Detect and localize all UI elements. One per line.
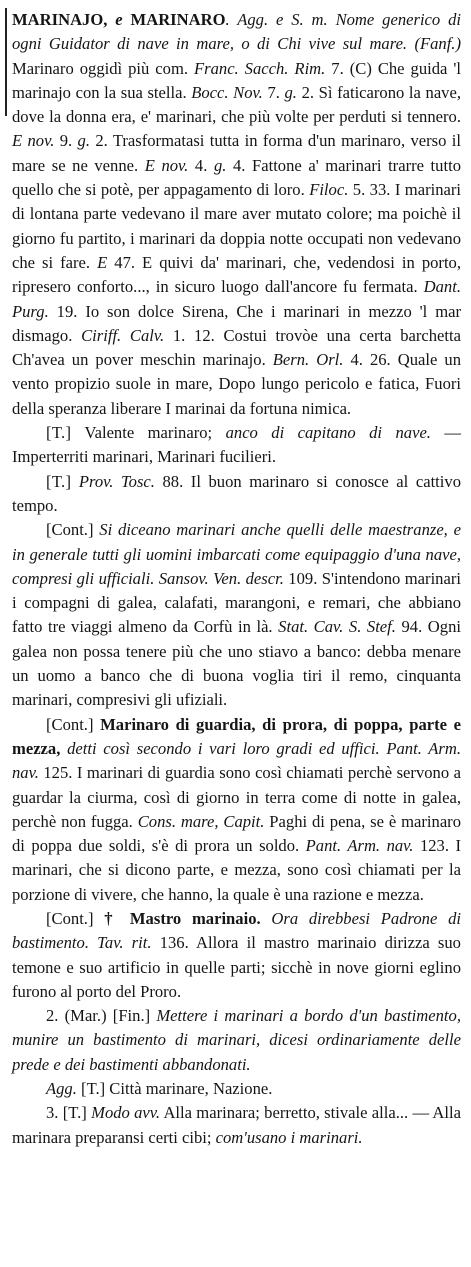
text-run: Paghi di pena, se è marinaro di poppa due soldi, s'è di prora un soldo. — [12, 811, 462, 856]
text-run: 136. Allora il mastro marinaio dirizza suo temone e suo artificio in quelle parti; sicchè in nove giorni eglino furono al porto del Proro. — [12, 933, 461, 1001]
headword-conjunction: e — [115, 10, 123, 29]
source-tag: [T.] — [46, 471, 72, 491]
text-run: 2. Sì faticarono la nave, dove la donna era, e' marinari, che più volte per perduti si tennero. — [12, 82, 461, 127]
text-run: 1. 12. Costui trovòe una certa barchetta Ch'avea un pover meschin marinajo. — [12, 325, 461, 370]
source-tag: [T.] — [46, 423, 72, 443]
gloss: Modo avv. — [86, 1103, 161, 1123]
citation: Ciriff. Calv. — [81, 325, 165, 345]
text-run: 125. I marinari di guardia sono così chiamati perchè servono a guardar la ciurma, così di giorno in terra come di notte in galea, perchè non fugga. — [12, 763, 461, 831]
sense-paragraph — [12, 421, 461, 470]
citation: Bern. Orl. — [272, 350, 344, 370]
text-run: 4. Fattone a' marinari trarre tutto quello che si potè, per appagamento di loro. — [12, 155, 461, 200]
headword-variant: MARINARO — [122, 10, 226, 29]
citation: Pant. Arm. nav. — [12, 738, 461, 783]
entry-main-paragraph — [12, 8, 461, 421]
citation: Prov. Tosc. — [71, 471, 155, 491]
abbreviation: Agg. — [46, 1079, 77, 1099]
citation: g. — [213, 155, 227, 175]
sense-number: 3. [T.] — [46, 1103, 87, 1123]
text-run: Alla marinara; berretto, stivale alla... — Alla marinara preparansi certi cibi; — [12, 1103, 461, 1147]
gloss: Mettere i marinari a bordo d'un bastimento, munire un bastimento di marinari, dicesi ordinariamente delle prede e dei bastimenti abbandonati. — [12, 1006, 461, 1074]
text-run: Valente marinaro; — [71, 423, 226, 443]
citation: Cons. mare, Capit. — [137, 811, 265, 831]
text-run: Marinaro oggidì più com. — [12, 58, 194, 78]
gloss: com'usano i marinari. — [215, 1127, 363, 1147]
grammar-definition: . Agg. e S. m. Nome generico di ogni Guidator di nave in mare, o di Chi vive sul mare. (Fanf.) — [12, 10, 461, 54]
citation: E nov. — [144, 155, 189, 175]
text-run: 123. I marinari, che si dicono parte, e mezza, sono così chiamati per la porzione di vivere, che hanno, la quale è una razione e mezza. — [12, 836, 461, 904]
sub-headword: † Mastro marinaio. — [93, 908, 261, 928]
citation: g. — [284, 82, 297, 102]
text-run: 4. 26. Quale un vento propizio suole in mare, Dopo lungo pericolo e fatica, Fuori della speranza liberare I marinai da fortuna nimica. — [12, 350, 461, 418]
text-run: 109. S'intendono marinari i compagni di galea, calafati, marangoni, e remari, che abbiano fatto tre viaggi almeno da Corfù in là. — [12, 568, 461, 637]
citation: g. — [77, 131, 90, 151]
text-run: 88. Il buon marinaro si conosce al cattivo tempo. — [12, 471, 461, 515]
citation: Tav. rit. — [88, 933, 152, 953]
text-run: — Imperterriti marinari, Marinari fucilieri. — [12, 423, 461, 467]
citation: E nov. — [12, 131, 55, 151]
text-run: 9. — [54, 131, 78, 151]
sense-paragraph — [12, 1101, 461, 1150]
citation: Franc. Sacch. Rim. — [194, 58, 326, 78]
text-run: 7. — [262, 82, 285, 102]
headword: MARINAJO, — [12, 10, 116, 29]
sense-paragraph — [12, 470, 461, 519]
gloss: Ora direbbesi Padrone di bastimento. — [12, 908, 461, 953]
source-tag: [Cont.] — [46, 908, 94, 928]
text-run: 7. (C) Che guida 'l marinajo con la sua stella. — [12, 58, 461, 102]
text-run: 19. Io son dolce Sirena, Che i marinari in mezzo 'l mar dismago. — [12, 301, 461, 345]
text-run: 47. E quivi da' marinari, che, vedendosi in porto, ripresero conforto..., in sicuro luogo dall'ancore fu fermata. — [12, 252, 461, 297]
source-tag: [Cont.] — [46, 520, 94, 540]
sense-number: 2. (Mar.) [Fin.] — [46, 1006, 151, 1026]
gloss: Si diceano marinari anche quelli delle maestranze, e in generale tutti gli uomini imbarcati come equipaggio d'una nave, compresi gli ufficiali. — [12, 520, 461, 588]
citation: Bocc. Nov. — [191, 82, 263, 102]
citation: Sansov. Ven. descr. — [154, 568, 284, 588]
sense-paragraph — [12, 518, 461, 712]
text-run: 2. Trasformatasi tutta in forma d'un marinaro, verso il mare se ne venne. — [12, 131, 461, 175]
sense-paragraph — [12, 713, 461, 907]
gloss: anco di capitano di nave. — [225, 423, 431, 443]
entry-margin-bar — [5, 8, 7, 116]
text-run: 4. — [188, 155, 214, 175]
source-tag: [Cont.] — [46, 714, 94, 734]
text-run: 94. Ogni galea non possa tenere più che uno stiavo a banco: debba menare un uomo a banco che di buona voglia tiri il remo, cinquanta marinari, compresivi gli ufiziali. — [12, 617, 461, 710]
citation: Dant. Purg. — [12, 277, 461, 321]
sense-paragraph — [12, 1077, 461, 1101]
citation: E — [97, 252, 108, 272]
citation: Stat. Cav. S. Stef. — [278, 617, 396, 637]
citation: Pant. Arm. nav. — [305, 836, 414, 856]
text-run: 5. 33. I marinari di lontana parte vedevano il mare aver mutato colore; ma poichè il giorno fu partito, i marinari da doppia notte occupati non vedevano che si fare. — [12, 180, 462, 272]
sub-headword: Marinaro di guardia, di prora, di poppa, parte e mezza, — [12, 714, 461, 758]
sense-paragraph — [12, 1004, 461, 1077]
gloss: detti così secondo i vari loro gradi ed uffici. — [60, 738, 380, 758]
sense-paragraph — [12, 907, 461, 1004]
text-run: [T.] Città marinare, Nazione. — [76, 1079, 273, 1099]
citation: Filoc. — [309, 180, 349, 200]
